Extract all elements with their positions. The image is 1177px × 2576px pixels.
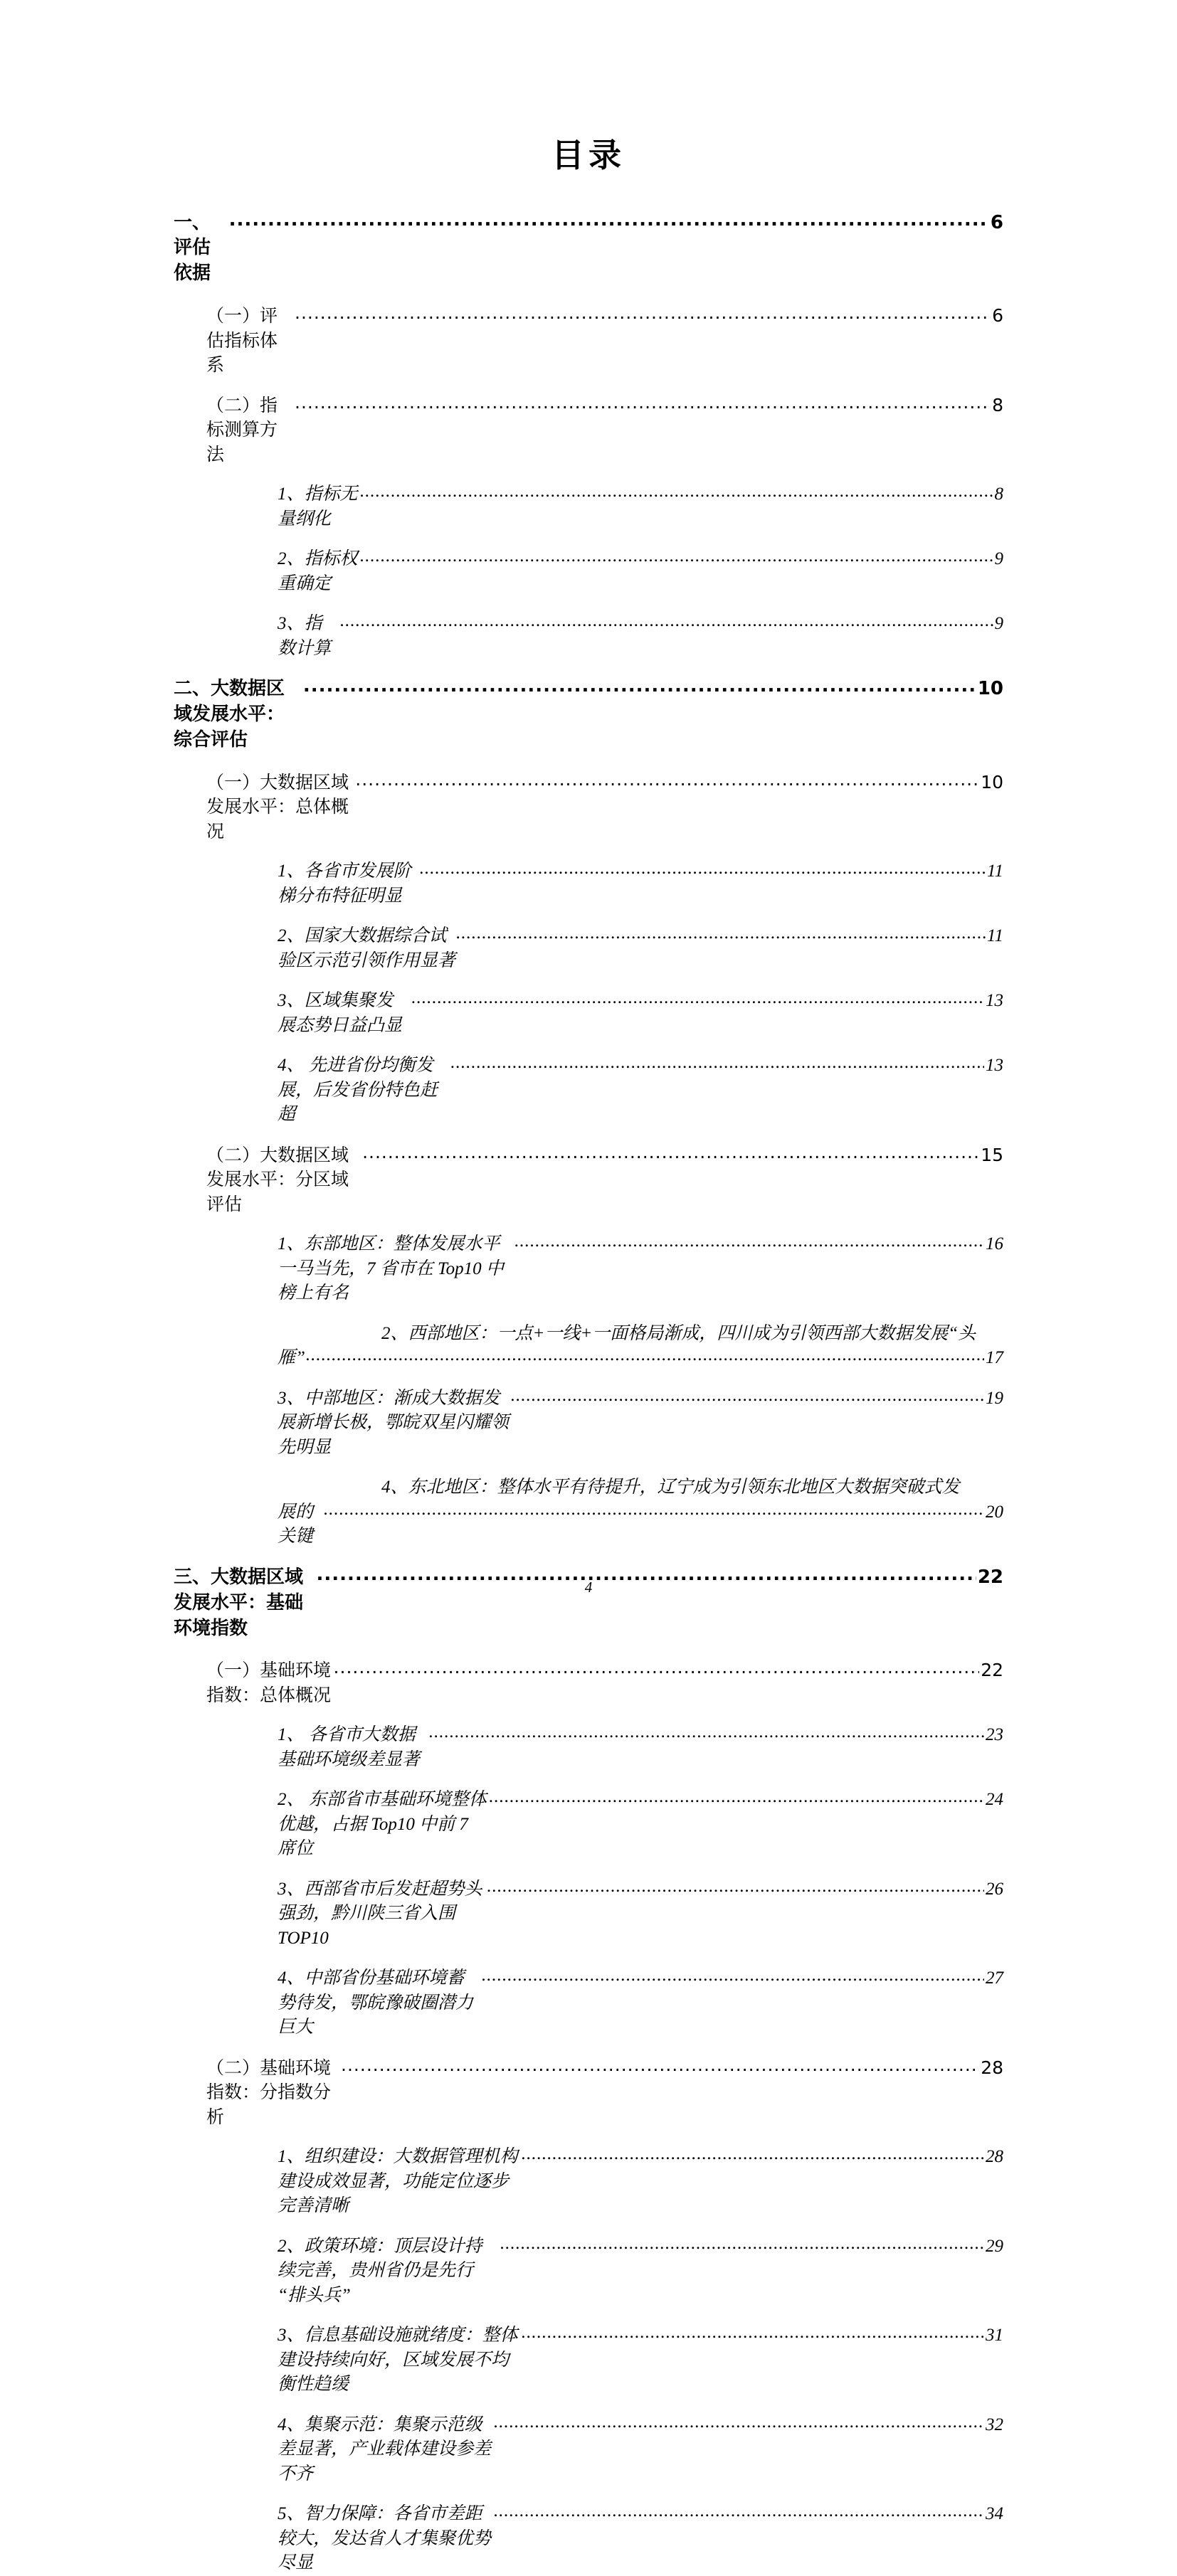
toc-entry-level-3[interactable] bbox=[278, 1475, 1003, 1549]
dot-leader bbox=[334, 1655, 980, 1680]
dot-leader bbox=[494, 2499, 984, 2524]
toc-entry-row bbox=[278, 2413, 1003, 2487]
toc-entry-level-3[interactable] bbox=[278, 1966, 1003, 2040]
toc-entry-text: 1、组织建设：大数据管理机构建设成效显著，功能定位逐步完善清晰 bbox=[278, 2147, 518, 2216]
toc-entry-text: 3、西部省市后发赶超势头强劲，黔川陕三省入围TOP10 bbox=[278, 1879, 482, 1948]
toc-entry-text: 4、 先进省份均衡发展，后发省份特色赶超 bbox=[278, 1056, 438, 1125]
toc-page-number: 10 bbox=[977, 678, 1003, 700]
toc-entry-row bbox=[278, 1500, 1003, 1549]
dot-leader bbox=[360, 544, 993, 569]
toc-entry-text: 5、智力保障：各省市差距较大，发达省人才集聚优势尽显 bbox=[278, 2504, 492, 2573]
toc-entry-text: 2、政策环境：顶层设计持续完善，贵州省仍是先行“排头兵” bbox=[278, 2236, 482, 2305]
toc-entry-level-3[interactable] bbox=[278, 2502, 1003, 2576]
toc-entry-row bbox=[278, 1054, 1003, 1128]
toc-entry-text: 3、信息基础设施就绪度：整体建设持续向好，区域发展不均衡性趋缓 bbox=[278, 2326, 518, 2395]
toc-entry-row bbox=[206, 304, 1003, 378]
dot-leader bbox=[362, 1140, 979, 1165]
toc-page-number: 31 bbox=[986, 2326, 1003, 2346]
toc-entry-level-3[interactable] bbox=[278, 1387, 1003, 1461]
toc-page-number: 11 bbox=[986, 862, 1003, 881]
toc-entry-level-1[interactable] bbox=[174, 1565, 1003, 1642]
toc-page-number: 26 bbox=[986, 1879, 1003, 1899]
toc-page-number: 22 bbox=[981, 1660, 1003, 1681]
toc-entry-row bbox=[206, 2056, 1003, 2130]
toc-entry-level-3[interactable] bbox=[278, 924, 1003, 973]
toc-entry-text: 二、大数据区域发展水平：综合评估 bbox=[174, 678, 285, 751]
dot-leader bbox=[420, 857, 986, 881]
dot-leader bbox=[295, 301, 991, 326]
toc-entry-level-3[interactable] bbox=[278, 1877, 1003, 1951]
toc-page-number: 10 bbox=[981, 771, 1003, 793]
toc-entry-level-1[interactable] bbox=[174, 211, 1003, 287]
toc-entry-row bbox=[278, 1877, 1003, 1951]
toc-entry-row bbox=[174, 1565, 1003, 1642]
dot-leader bbox=[411, 986, 984, 1011]
toc-entry-level-3[interactable] bbox=[278, 859, 1003, 908]
toc-entry-row bbox=[278, 2145, 1003, 2219]
dot-leader bbox=[341, 2053, 979, 2078]
toc-entry-row bbox=[206, 770, 1003, 844]
toc-entry-row bbox=[174, 211, 1003, 287]
toc-entry-row bbox=[206, 393, 1003, 467]
toc-page-number: 8 bbox=[994, 484, 1003, 504]
dot-leader bbox=[511, 1384, 984, 1409]
dot-leader bbox=[522, 2321, 984, 2346]
toc-entry-row bbox=[278, 1966, 1003, 2040]
toc-entry-text: 3、区域集聚发展态势日益凸显 bbox=[278, 991, 403, 1035]
dot-leader bbox=[450, 1051, 984, 1076]
dot-leader bbox=[487, 1875, 985, 1899]
toc-entry-level-3[interactable] bbox=[278, 2413, 1003, 2487]
dot-leader bbox=[306, 1343, 984, 1368]
toc-entry-row bbox=[278, 547, 1003, 596]
toc-entry-row bbox=[278, 1788, 1003, 1862]
toc-entry-text: 2、国家大数据综合试验区示范引领作用显著 bbox=[278, 926, 456, 970]
toc-page-number: 22 bbox=[977, 1566, 1003, 1588]
toc-entry-level-3[interactable] bbox=[278, 2323, 1003, 2397]
toc-entry-row bbox=[278, 2235, 1003, 2309]
toc-entry-text: 2、西部地区：一点+一线+一面格局渐成，四川成为引领西部大数据发展“头 bbox=[381, 1323, 976, 1343]
toc-entry-text: 1、 各省市大数据基础环境级差显著 bbox=[278, 1725, 421, 1769]
toc-page-number: 19 bbox=[986, 1388, 1003, 1408]
toc-page-number: 11 bbox=[986, 926, 1003, 946]
toc-entry-level-3[interactable] bbox=[278, 1232, 1003, 1306]
dot-leader bbox=[522, 2142, 984, 2167]
folio-page-number: 4 bbox=[584, 1579, 593, 1596]
toc-entry-text: 4、东北地区：整体水平有待提升，辽宁成为引领东北地区大数据突破式发 bbox=[381, 1478, 960, 1498]
dot-leader bbox=[456, 921, 986, 946]
toc-page-number: 6 bbox=[990, 211, 1003, 233]
toc-page-number: 28 bbox=[981, 2057, 1003, 2078]
toc-entry-level-3[interactable] bbox=[278, 547, 1003, 596]
toc-entry-text: 4、中部省份基础环境蓄势待发，鄂皖豫破圈潜力巨大 bbox=[278, 1968, 474, 2037]
toc-entry-text: 3、指数计算 bbox=[278, 614, 332, 658]
toc-entry-text: （一）大数据区域发展水平：总体概况 bbox=[206, 771, 349, 842]
toc-page-number: 24 bbox=[986, 1790, 1003, 1810]
toc-entry-row bbox=[278, 989, 1003, 1038]
toc-page-number: 15 bbox=[981, 1144, 1003, 1165]
toc-page-number: 27 bbox=[986, 1968, 1003, 1988]
toc-entry-row bbox=[206, 1143, 1003, 1217]
toc-entry-level-2[interactable] bbox=[206, 393, 1003, 467]
toc-entry-level-3[interactable] bbox=[278, 2235, 1003, 2309]
toc-page-number: 8 bbox=[992, 394, 1003, 415]
toc-entry-level-3[interactable] bbox=[278, 1322, 1003, 1371]
toc-entry-level-3[interactable] bbox=[278, 482, 1003, 531]
dot-leader bbox=[482, 1963, 984, 1988]
dot-leader bbox=[324, 1498, 984, 1522]
dot-leader bbox=[360, 479, 993, 504]
dot-leader bbox=[514, 1229, 984, 1254]
toc-entry-text: 2、指标权重确定 bbox=[278, 549, 358, 593]
toc-entry-level-2[interactable] bbox=[206, 2056, 1003, 2130]
toc-entry-text: （一）基础环境指数：总体概况 bbox=[206, 1660, 332, 1705]
toc-page-number: 9 bbox=[994, 614, 1003, 634]
toc-entry-text: （二）大数据区域发展水平：分区域评估 bbox=[206, 1144, 349, 1214]
table-of-contents bbox=[0, 211, 1177, 2576]
toc-page-number: 16 bbox=[986, 1234, 1003, 1254]
toc-entry-level-3[interactable] bbox=[278, 1723, 1003, 1772]
toc-page-number: 6 bbox=[992, 305, 1003, 327]
toc-entry-text: （一）评估指标体系 bbox=[206, 305, 278, 376]
toc-entry-level-3[interactable] bbox=[278, 612, 1003, 661]
toc-entry-level-3[interactable] bbox=[278, 989, 1003, 1038]
toc-entry-text-continued: 展的关键 bbox=[278, 1502, 314, 1547]
toc-page-number: 23 bbox=[986, 1725, 1003, 1745]
toc-entry-text: 3、中部地区：渐成大数据发展新增长极，鄂皖双星闪耀领先明显 bbox=[278, 1388, 510, 1457]
toc-entry-row bbox=[278, 924, 1003, 973]
toc-entry-level-2[interactable] bbox=[206, 770, 1003, 844]
dot-leader bbox=[429, 1720, 984, 1745]
toc-entry-text: （二）指标测算方法 bbox=[206, 394, 278, 465]
toc-entry-text-continued: 雁” bbox=[278, 1348, 305, 1368]
toc-entry-row bbox=[278, 612, 1003, 661]
toc-entry-row bbox=[278, 2502, 1003, 2576]
dot-leader bbox=[303, 674, 976, 699]
toc-entry-row bbox=[278, 482, 1003, 531]
toc-page-number: 29 bbox=[986, 2236, 1003, 2256]
toc-entry-row bbox=[174, 677, 1003, 753]
toc-entry-text: 4、集聚示范：集聚示范级差显著，产业载体建设参差不齐 bbox=[278, 2415, 492, 2484]
page-title: 目录 bbox=[551, 136, 626, 174]
dot-leader bbox=[494, 2410, 984, 2435]
toc-entry-level-2[interactable] bbox=[206, 1658, 1003, 1707]
toc-page-number: 17 bbox=[986, 1348, 1003, 1368]
toc-entry-row bbox=[206, 1658, 1003, 1707]
toc-entry-text: 三、大数据区域发展水平：基础环境指数 bbox=[174, 1566, 304, 1639]
toc-entry-text: 2、 东部省市基础环境整体优越，占据 Top10 中前 7 席位 bbox=[278, 1790, 487, 1859]
toc-page-number: 13 bbox=[986, 991, 1003, 1011]
toc-entry-level-3[interactable] bbox=[278, 2145, 1003, 2219]
toc-entry-level-2[interactable] bbox=[206, 1143, 1003, 1217]
toc-entry-row bbox=[278, 1232, 1003, 1306]
toc-entry-row bbox=[278, 1387, 1003, 1461]
toc-entry-level-2[interactable] bbox=[206, 304, 1003, 378]
toc-entry-row bbox=[278, 2323, 1003, 2397]
toc-entry-level-3[interactable] bbox=[278, 1054, 1003, 1128]
dot-leader bbox=[340, 609, 993, 634]
toc-entry-text: （二）基础环境指数：分指数分析 bbox=[206, 2057, 332, 2127]
toc-entry-text: 1、各省市发展阶梯分布特征明显 bbox=[278, 862, 411, 906]
toc-entry-text: 一、评估依据 bbox=[174, 211, 211, 285]
toc-page-number: 20 bbox=[986, 1502, 1003, 1522]
dot-leader bbox=[355, 768, 979, 793]
toc-entry-row bbox=[278, 1723, 1003, 1772]
toc-page-number: 32 bbox=[986, 2415, 1003, 2434]
toc-entry-text: 1、东部地区：整体发展水平一马当先，7 省市在 Top10 中榜上有名 bbox=[278, 1234, 504, 1303]
dot-leader bbox=[489, 1785, 984, 1810]
toc-entry-text: 1、指标无量纲化 bbox=[278, 484, 358, 529]
toc-entry-row bbox=[278, 859, 1003, 908]
toc-entry-row bbox=[278, 1346, 1003, 1371]
toc-page-number: 34 bbox=[986, 2504, 1003, 2524]
toc-page-number: 28 bbox=[986, 2147, 1003, 2167]
toc-entry-level-1[interactable] bbox=[174, 677, 1003, 753]
toc-entry-level-3[interactable] bbox=[278, 1788, 1003, 1862]
toc-page-number: 13 bbox=[986, 1056, 1003, 1076]
toc-page-number: 9 bbox=[994, 549, 1003, 569]
dot-leader bbox=[500, 2232, 984, 2257]
dot-leader bbox=[295, 391, 991, 415]
dot-leader bbox=[229, 208, 989, 233]
